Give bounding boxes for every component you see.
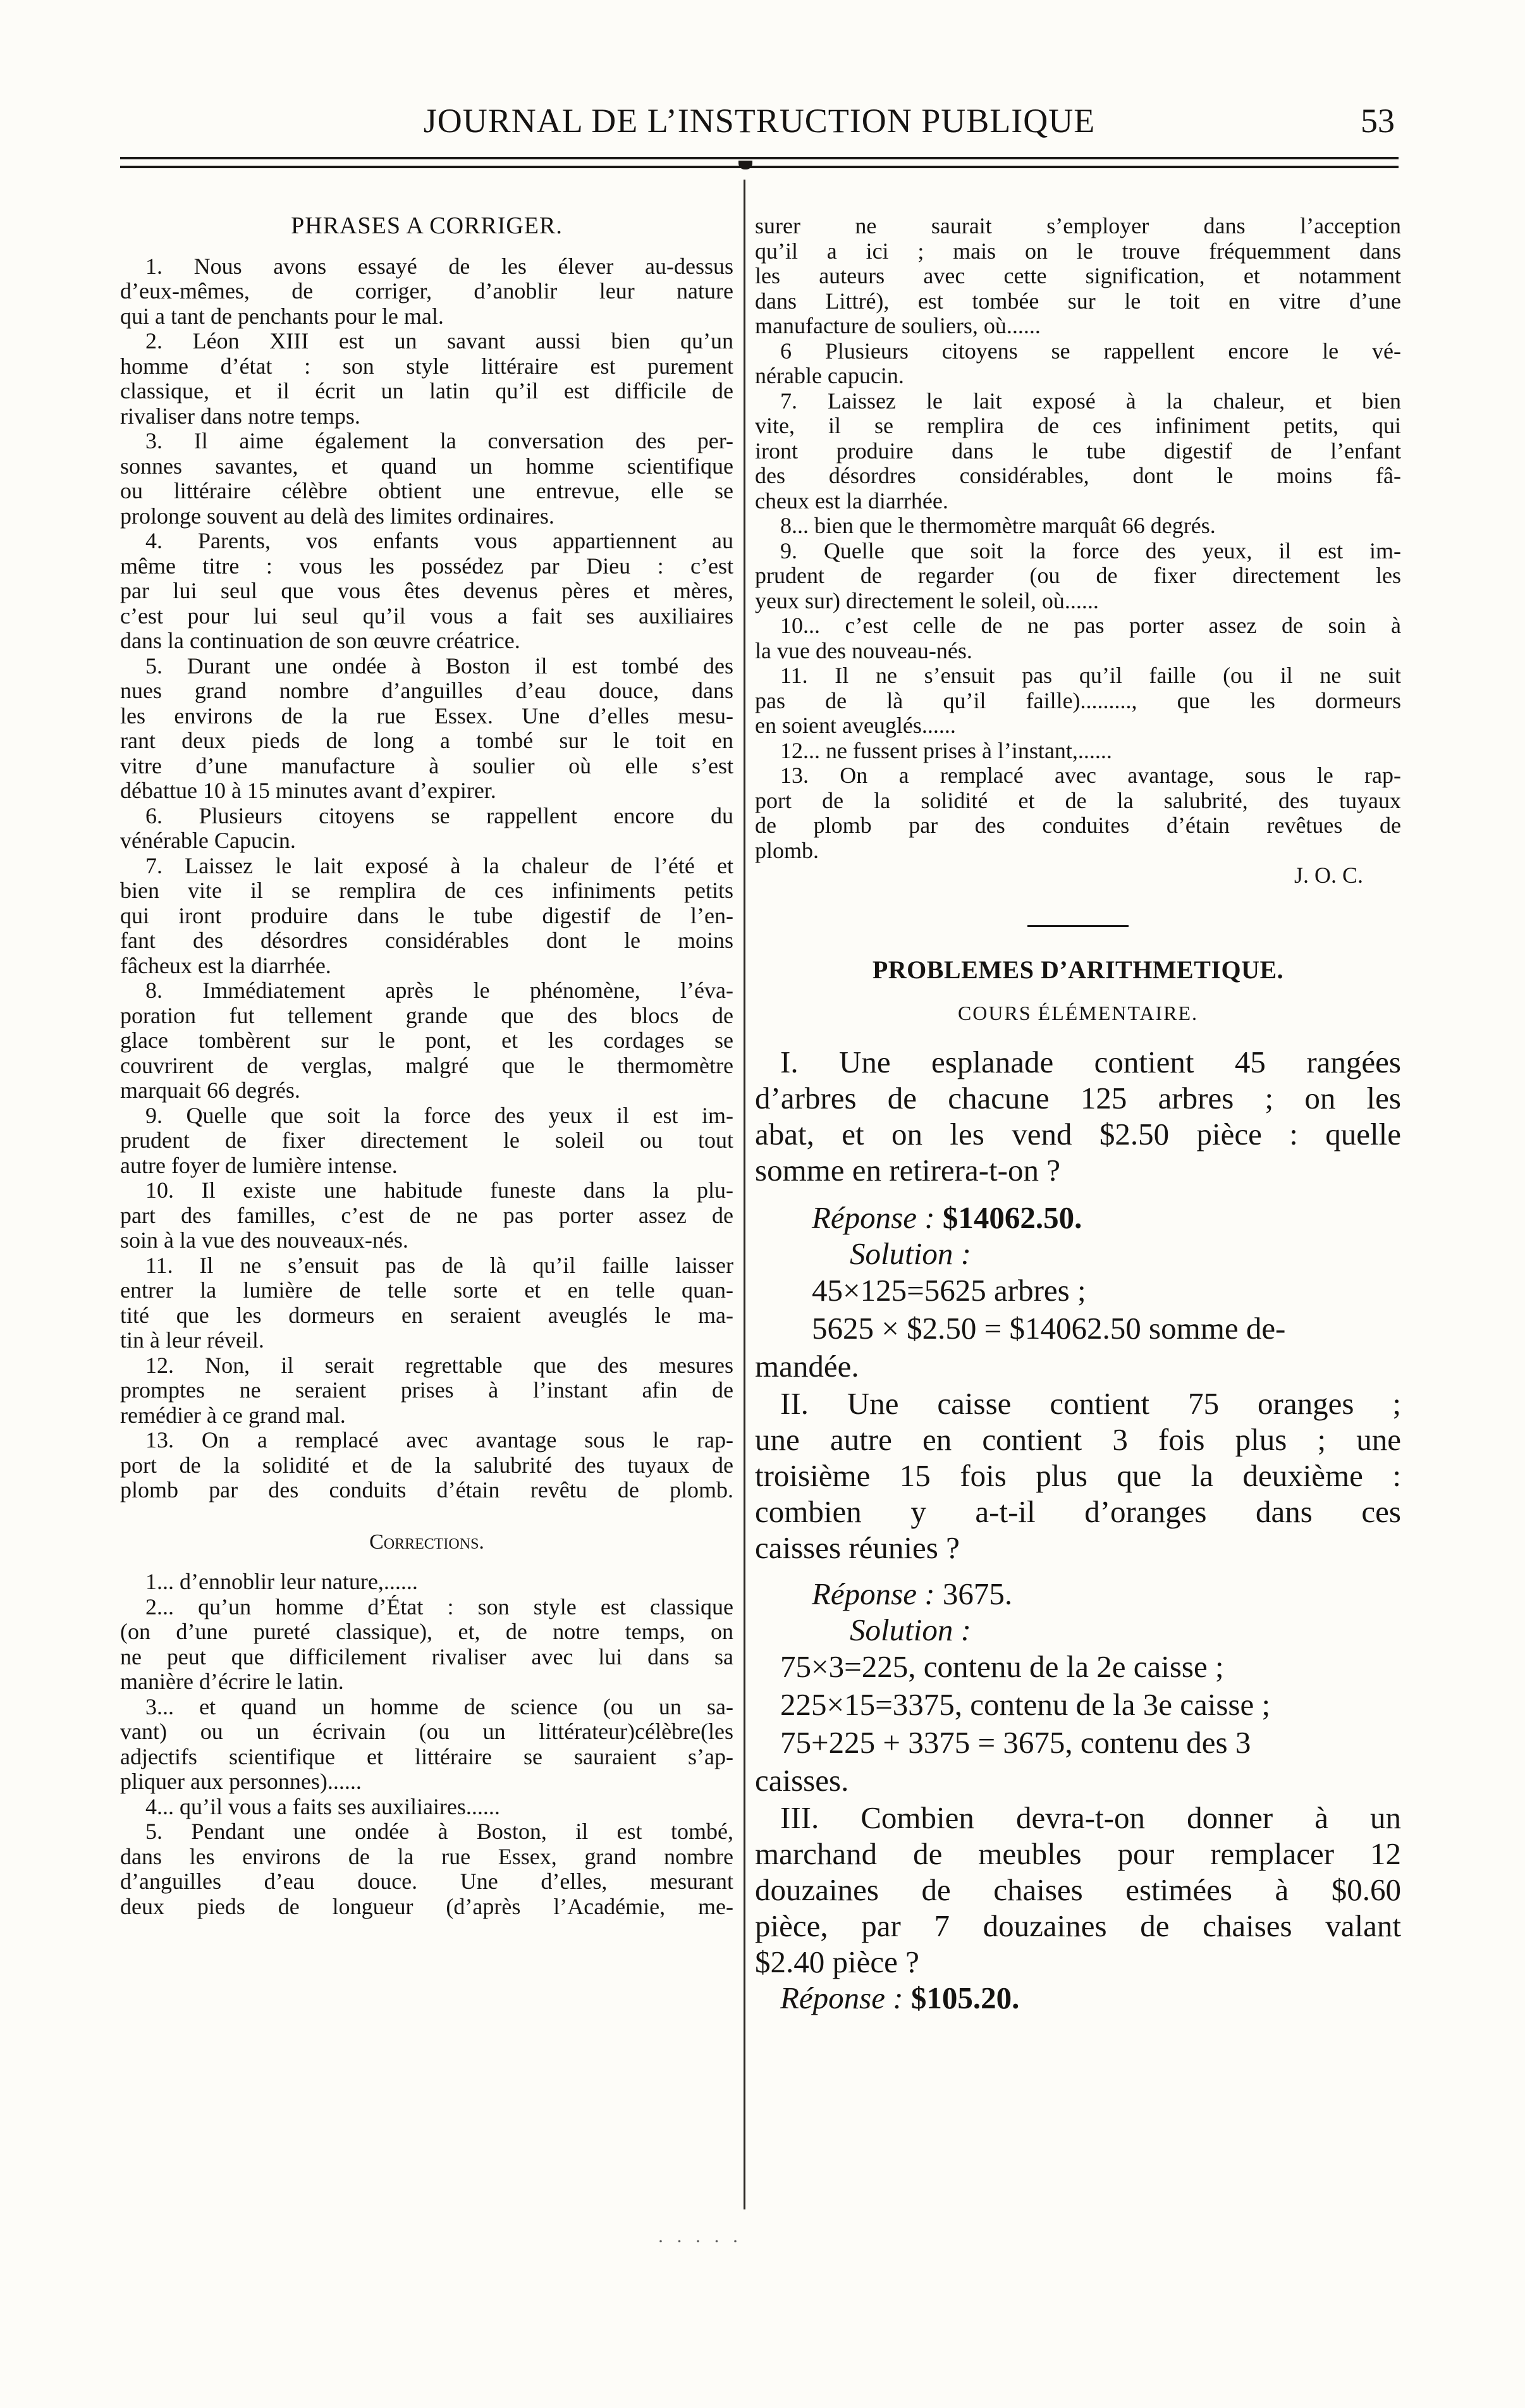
text-line: même titre : vous les possédez par Dieu : c’est [120, 553, 733, 579]
text-line: vitre d’une manufacture à soulier où elle s’est [120, 752, 733, 778]
text-line: 2. Léon XIII est un savant aussi bien qu’un [145, 328, 733, 353]
header-rule-bottom [120, 166, 1399, 168]
text-line: 1. Nous avons essayé de les élever au-dessus [145, 253, 733, 279]
problems-subtitle: COURS ÉLÉMENTAIRE. [957, 1002, 1199, 1024]
text-line: homme d’état : son style littéraire est purement [120, 353, 733, 379]
text-line: débattue 10 à 15 minutes avant d’expirer. [120, 778, 496, 803]
problem-2-answer [755, 1576, 1401, 1612]
problem-line: III. Combien devra-t-on donner à un [780, 1800, 1401, 1835]
text-line: pas de là qu’il faille)........., que les dormeurs [755, 687, 1401, 713]
text-line: 12. Non, il serait regrettable que des mesures [145, 1352, 733, 1378]
problem-1 [755, 1044, 1401, 1385]
problem-3 [755, 1800, 1401, 2016]
text-line: la vue des nouveau-nés. [755, 637, 972, 663]
text-line: 8. Immédiatement après le phénomène, l’éva- [145, 978, 733, 1003]
section-title-phrases: PHRASES A CORRIGER. [291, 212, 563, 239]
text-line: dans Littré), est tombée sur le toit en vitre d’une [755, 288, 1401, 314]
text-line: iront produire dans le tube digestif de l’enfant [755, 438, 1401, 464]
text-line: 9. Quelle que soit la force des yeux, il est im- [780, 538, 1401, 563]
page-header [124, 101, 1395, 142]
text-line: prudent de fixer directement le soleil ou tout [120, 1127, 733, 1153]
text-line: vite, il se remplira de ces infiniment petits, qui [755, 413, 1401, 438]
problem-2-calc-1: 75×3=225, contenu de la 2e caisse ; [780, 1649, 1224, 1684]
text-line: manière d’écrire le latin. [120, 1669, 344, 1694]
text-line: 9. Quelle que soit la force des yeux il est im- [145, 1102, 733, 1128]
column-divider [744, 180, 745, 2209]
problem-line: douzaines de chaises estimées à $0.60 [755, 1872, 1401, 1907]
problem-line: somme en retirera-t-on ? [755, 1152, 1060, 1188]
text-line: sonnes savantes, et quand un homme scientifique [120, 453, 733, 479]
answer-label: Réponse : [812, 1576, 935, 1611]
text-line: pliquer aux personnes)...... [120, 1769, 362, 1794]
text-line: d’anguilles d’eau douce. Une d’elles, mesurant [120, 1869, 733, 1894]
text-line: de plomb par des conduites d’étain revêtues de [755, 813, 1401, 838]
problem-line: caisses réunies ? [755, 1530, 960, 1565]
problem-1-calc-2: 5625 × $2.50 = $14062.50 somme de- [812, 1310, 1286, 1346]
phrases-to-correct [120, 254, 733, 1503]
text-line: 8... bien que le thermomètre marquât 66 degrés. [780, 513, 1216, 538]
text-line: 3... et quand un homme de science (ou un sa- [145, 1693, 733, 1719]
text-line: glace tombèrent sur le pont, et les cordages se [120, 1028, 733, 1053]
problem-line: combien y a-t-il d’oranges dans ces [755, 1494, 1401, 1529]
problem-2 [755, 1385, 1401, 1800]
text-line: d’eux-mêmes, de corriger, d’anoblir leur nature [120, 278, 733, 304]
answer-label: Réponse : [780, 1980, 903, 2015]
text-line: des désordres considérables, dont le moins fâ- [755, 463, 1401, 488]
answer-value: $14062.50. [942, 1200, 1082, 1235]
text-line: qui a tant de penchants pour le mal. [120, 303, 444, 329]
answer-value: $105.20. [910, 1980, 1020, 2015]
problem-line: marchand de meubles pour remplacer 12 [755, 1836, 1401, 1871]
text-line: 7. Laissez le lait exposé à la chaleur de l’été et [145, 852, 733, 878]
problem-1-calc-3: mandée. [755, 1348, 859, 1384]
text-line: 12... ne fussent prises à l’instant,...... [780, 737, 1112, 763]
text-line: couvrirent de verglas, malgré que le thermomètre [120, 1052, 733, 1078]
text-line: 5. Pendant une ondée à Boston, il est tombé, [145, 1819, 733, 1844]
text-line: fâcheux est la diarrhée. [120, 952, 331, 978]
solution-label-2: Solution : [850, 1612, 971, 1647]
text-line: 2... qu’un homme d’État : son style est classique [145, 1594, 733, 1619]
text-line: promptes ne seraient prises à l’instant afin de [120, 1377, 733, 1403]
text-line: 13. On a remplacé avec avantage, sous le rap- [780, 763, 1401, 788]
text-line: yeux sur) directement le soleil, où...... [755, 587, 1099, 613]
text-line: 6 Plusieurs citoyens se rappellent encore le vé- [780, 338, 1401, 364]
problems-title: PROBLEMES D’ARITHMETIQUE. [872, 955, 1284, 984]
text-line: vénérable Capucin. [120, 828, 296, 853]
text-line: par lui seul que vous êtes devenus pères et mères, [120, 578, 733, 603]
text-line: les auteurs avec cette signification, et notamment [755, 263, 1401, 288]
text-line: part des familles, c’est de ne pas porter assez de [120, 1202, 733, 1228]
right-column [755, 183, 1401, 2016]
text-line: ne peut que difficilement rivaliser avec lui dans sa [120, 1643, 733, 1669]
text-line: manufacture de souliers, où...... [755, 313, 1041, 338]
text-line: 13. On a remplacé avec avantage sous le rap- [145, 1427, 733, 1453]
corrections-continued [755, 214, 1401, 863]
text-line: 10... c’est celle de ne pas porter assez de soin à [780, 613, 1401, 638]
page-number: 53 [1361, 102, 1395, 140]
text-line: rant deux pieds de long a tombé sur le toit en [120, 728, 733, 753]
problem-2-calc-2: 225×15=3375, contenu de la 3e caisse ; [780, 1686, 1271, 1722]
text-line: surer ne saurait s’employer dans l’acception [755, 213, 1401, 238]
text-line: autre foyer de lumière intense. [120, 1152, 398, 1178]
text-line: en soient aveuglés...... [755, 713, 956, 738]
text-line: 1... d’ennoblir leur nature,...... [145, 1569, 418, 1594]
text-line: plomb. [755, 837, 819, 863]
text-line: 4. Parents, vos enfants vous appartiennent au [145, 528, 733, 553]
signature: J. O. C. [1294, 863, 1363, 888]
text-line: nues grand nombre d’anguilles d’eau douce, dans [120, 678, 733, 703]
problem-3-answer [755, 1980, 1401, 2016]
text-line: deux pieds de longueur (d’après l’Académie, me- [120, 1893, 733, 1919]
text-line: soin à la vue des nouveaux-nés. [120, 1227, 408, 1253]
text-line: ou littéraire célèbre obtient une entrevue, elle se [120, 478, 733, 503]
corrections-title: Corrections. [369, 1530, 484, 1554]
text-line: marquait 66 degrés. [120, 1078, 300, 1103]
text-line: bien vite il se remplira de ces infiniments petits [120, 878, 733, 903]
text-line: c’est pour lui seul qu’il vous a fait ses auxiliaires [120, 603, 733, 629]
journal-title: JOURNAL DE L’INSTRUCTION PUBLIQUE [423, 102, 1096, 140]
text-line: 4... qu’il vous a faits ses auxiliaires...... [145, 1793, 500, 1819]
text-line: 3. Il aime également la conversation des per- [145, 428, 733, 453]
text-line: (on d’une pureté classique), et, de notre temps, on [120, 1619, 733, 1644]
problem-1-answer [755, 1200, 1401, 1236]
text-line: prolonge souvent au delà des limites ordinaires. [120, 503, 554, 529]
problem-line: pièce, par 7 douzaines de chaises valant [755, 1908, 1401, 1943]
left-column [120, 183, 733, 1919]
text-line: vant) ou un écrivain (ou un littérateur)célèbre(les [120, 1719, 733, 1744]
answer-label: Réponse : [812, 1200, 935, 1235]
text-line: dans les environs de la rue Essex, grand nombre [120, 1843, 733, 1869]
text-line: plomb par des conduits d’étain revêtu de plomb. [120, 1477, 733, 1502]
text-line: 11. Il ne s’ensuit pas qu’il faille (ou il ne suit [780, 663, 1401, 688]
text-line: cheux est la diarrhée. [755, 488, 948, 513]
text-line: tité que les dormeurs en seraient aveuglés le ma- [120, 1302, 733, 1328]
text-line: 6. Plusieurs citoyens se rappellent encore du [145, 802, 733, 828]
text-line: tin à leur réveil. [120, 1327, 264, 1353]
text-line: classique, et il écrit un latin qu’il est difficile de [120, 378, 733, 403]
text-line: port de la solidité et de la salubrité des tuyaux de [120, 1452, 733, 1478]
problem-line: troisième 15 fois plus que la deuxième : [755, 1458, 1401, 1493]
text-line: fant des désordres considérables dont le moins [120, 928, 733, 953]
footer-dots: · · · · · [658, 2231, 742, 2252]
header-rule-top [120, 157, 1399, 159]
problem-line: d’arbres de chacune 125 arbres ; on les [755, 1080, 1401, 1115]
text-line: remédier à ce grand mal. [120, 1402, 346, 1428]
text-line: 7. Laissez le lait exposé à la chaleur, et bien [780, 388, 1401, 414]
text-line: rivaliser dans notre temps. [120, 403, 360, 429]
text-line: les environs de la rue Essex. Une d’elles mesu- [120, 703, 733, 728]
text-line: 11. Il ne s’ensuit pas de là qu’il faille laisser [145, 1252, 733, 1278]
problem-2-calc-3: 75+225 + 3375 = 3675, contenu des 3 [780, 1724, 1251, 1760]
text-line: prudent de regarder (ou de fixer directement les [755, 563, 1401, 588]
problem-line: une autre en contient 3 fois plus ; une [755, 1422, 1401, 1457]
text-line: qu’il a ici ; mais on le trouve fréquemment dans [755, 238, 1401, 264]
problem-line: I. Une esplanade contient 45 rangées [780, 1044, 1401, 1079]
problem-line: $2.40 pièce ? [755, 1944, 919, 1979]
text-line: poration fut tellement grande que des blocs de [120, 1002, 733, 1028]
corrections-list [120, 1570, 733, 1919]
text-line: qui iront produire dans le tube digestif de l’en- [120, 902, 733, 928]
text-line: adjectifs scientifique et littéraire se sauraient s’ap- [120, 1743, 733, 1769]
text-line: entrer la lumière de telle sorte et en telle quan- [120, 1277, 733, 1303]
solution-label-1: Solution : [850, 1236, 971, 1271]
text-line: 10. Il existe une habitude funeste dans la plu- [145, 1177, 733, 1203]
text-line: 5. Durant une ondée à Boston il est tombé des [145, 653, 733, 679]
text-line: port de la solidité et de la salubrité, des tuyaux [755, 787, 1401, 813]
problem-line: II. Une caisse contient 75 oranges ; [780, 1385, 1401, 1421]
text-line: nérable capucin. [755, 363, 904, 388]
problem-1-calc-1: 45×125=5625 arbres ; [812, 1272, 1086, 1308]
answer-value: 3675. [942, 1576, 1013, 1611]
problem-line: abat, et on les vend $2.50 pièce : quelle [755, 1116, 1401, 1152]
problem-2-calc-4: caisses. [755, 1762, 849, 1798]
text-line: dans la continuation de son œuvre créatrice. [120, 628, 520, 653]
